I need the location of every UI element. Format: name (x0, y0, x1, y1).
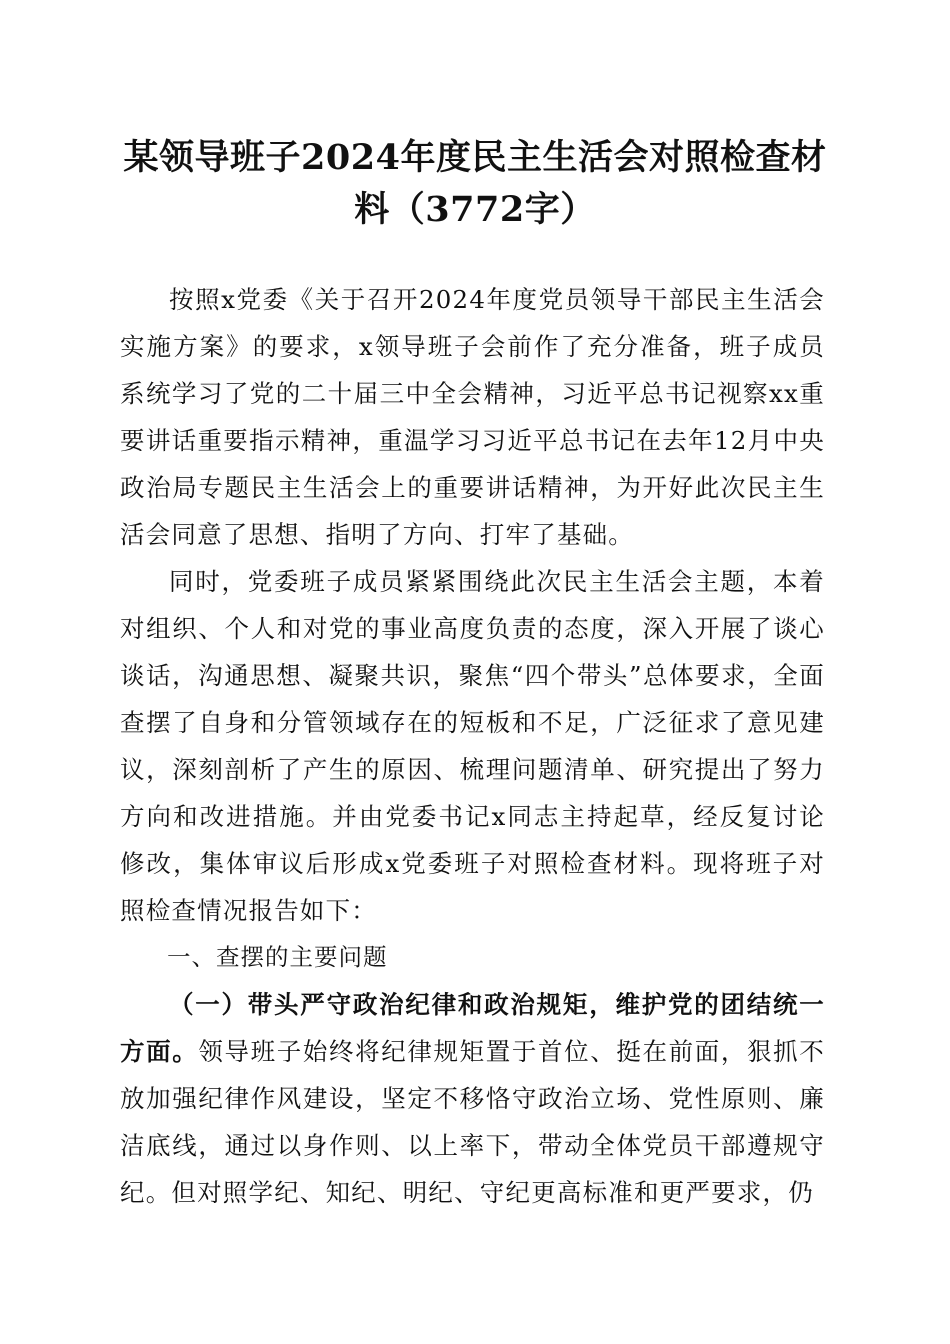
subsection-lead: （一）带头严守政治纪律和政治规矩，维护党的团结统一方面。 (120, 990, 825, 1066)
subsection-paragraph (120, 981, 825, 1216)
intro-paragraph: 按照x党委《关于召开2024年度党员领导干部民主生活会实施方案》的要求，x领导班子会前作了充分准备，班子成员系统学习了党的二十届三中全会精神，习近平总书记视察xx重要讲话重要指示精神，重温学习习近平总书记在去年12月中央政治局专题民主生活会上的重要讲话精神，为开好此次民主生活会同意了思想、指明了方向、打牢了基础。 (120, 285, 825, 549)
subsection-text: 领导班子始终将纪律规矩置于首位、挺在前面，狠抓不放加强纪律作风建设，坚定不移恪守政治立场、党性原则、廉洁底线，通过以身作则、以上率下，带动全体党员干部遵规守纪。但对照学纪、知纪、明纪、守纪更高标准和更严要求，仍 (120, 1037, 825, 1207)
document-body (120, 276, 825, 1216)
section-heading: 一、查摆的主要问题 (167, 943, 388, 971)
context-paragraph: 同时，党委班子成员紧紧围绕此次民主生活会主题，本着对组织、个人和对党的事业高度负责的态度，深入开展了谈心谈话，沟通思想、凝聚共识，聚焦“四个带头”总体要求，全面查摆了自身和分管领域存在的短板和不足，广泛征求了意见建议，深刻剖析了产生的原因、梳理问题清单、研究提出了努力方向和改进措施。并由党委书记x同志主持起草，经反复讨论修改，集体审议后形成x党委班子对照检查材料。现将班子对照检查情况报告如下： (120, 567, 825, 925)
document-title: 某领导班子2024年度民主生活会对照检查材料（3772字） (123, 137, 827, 230)
